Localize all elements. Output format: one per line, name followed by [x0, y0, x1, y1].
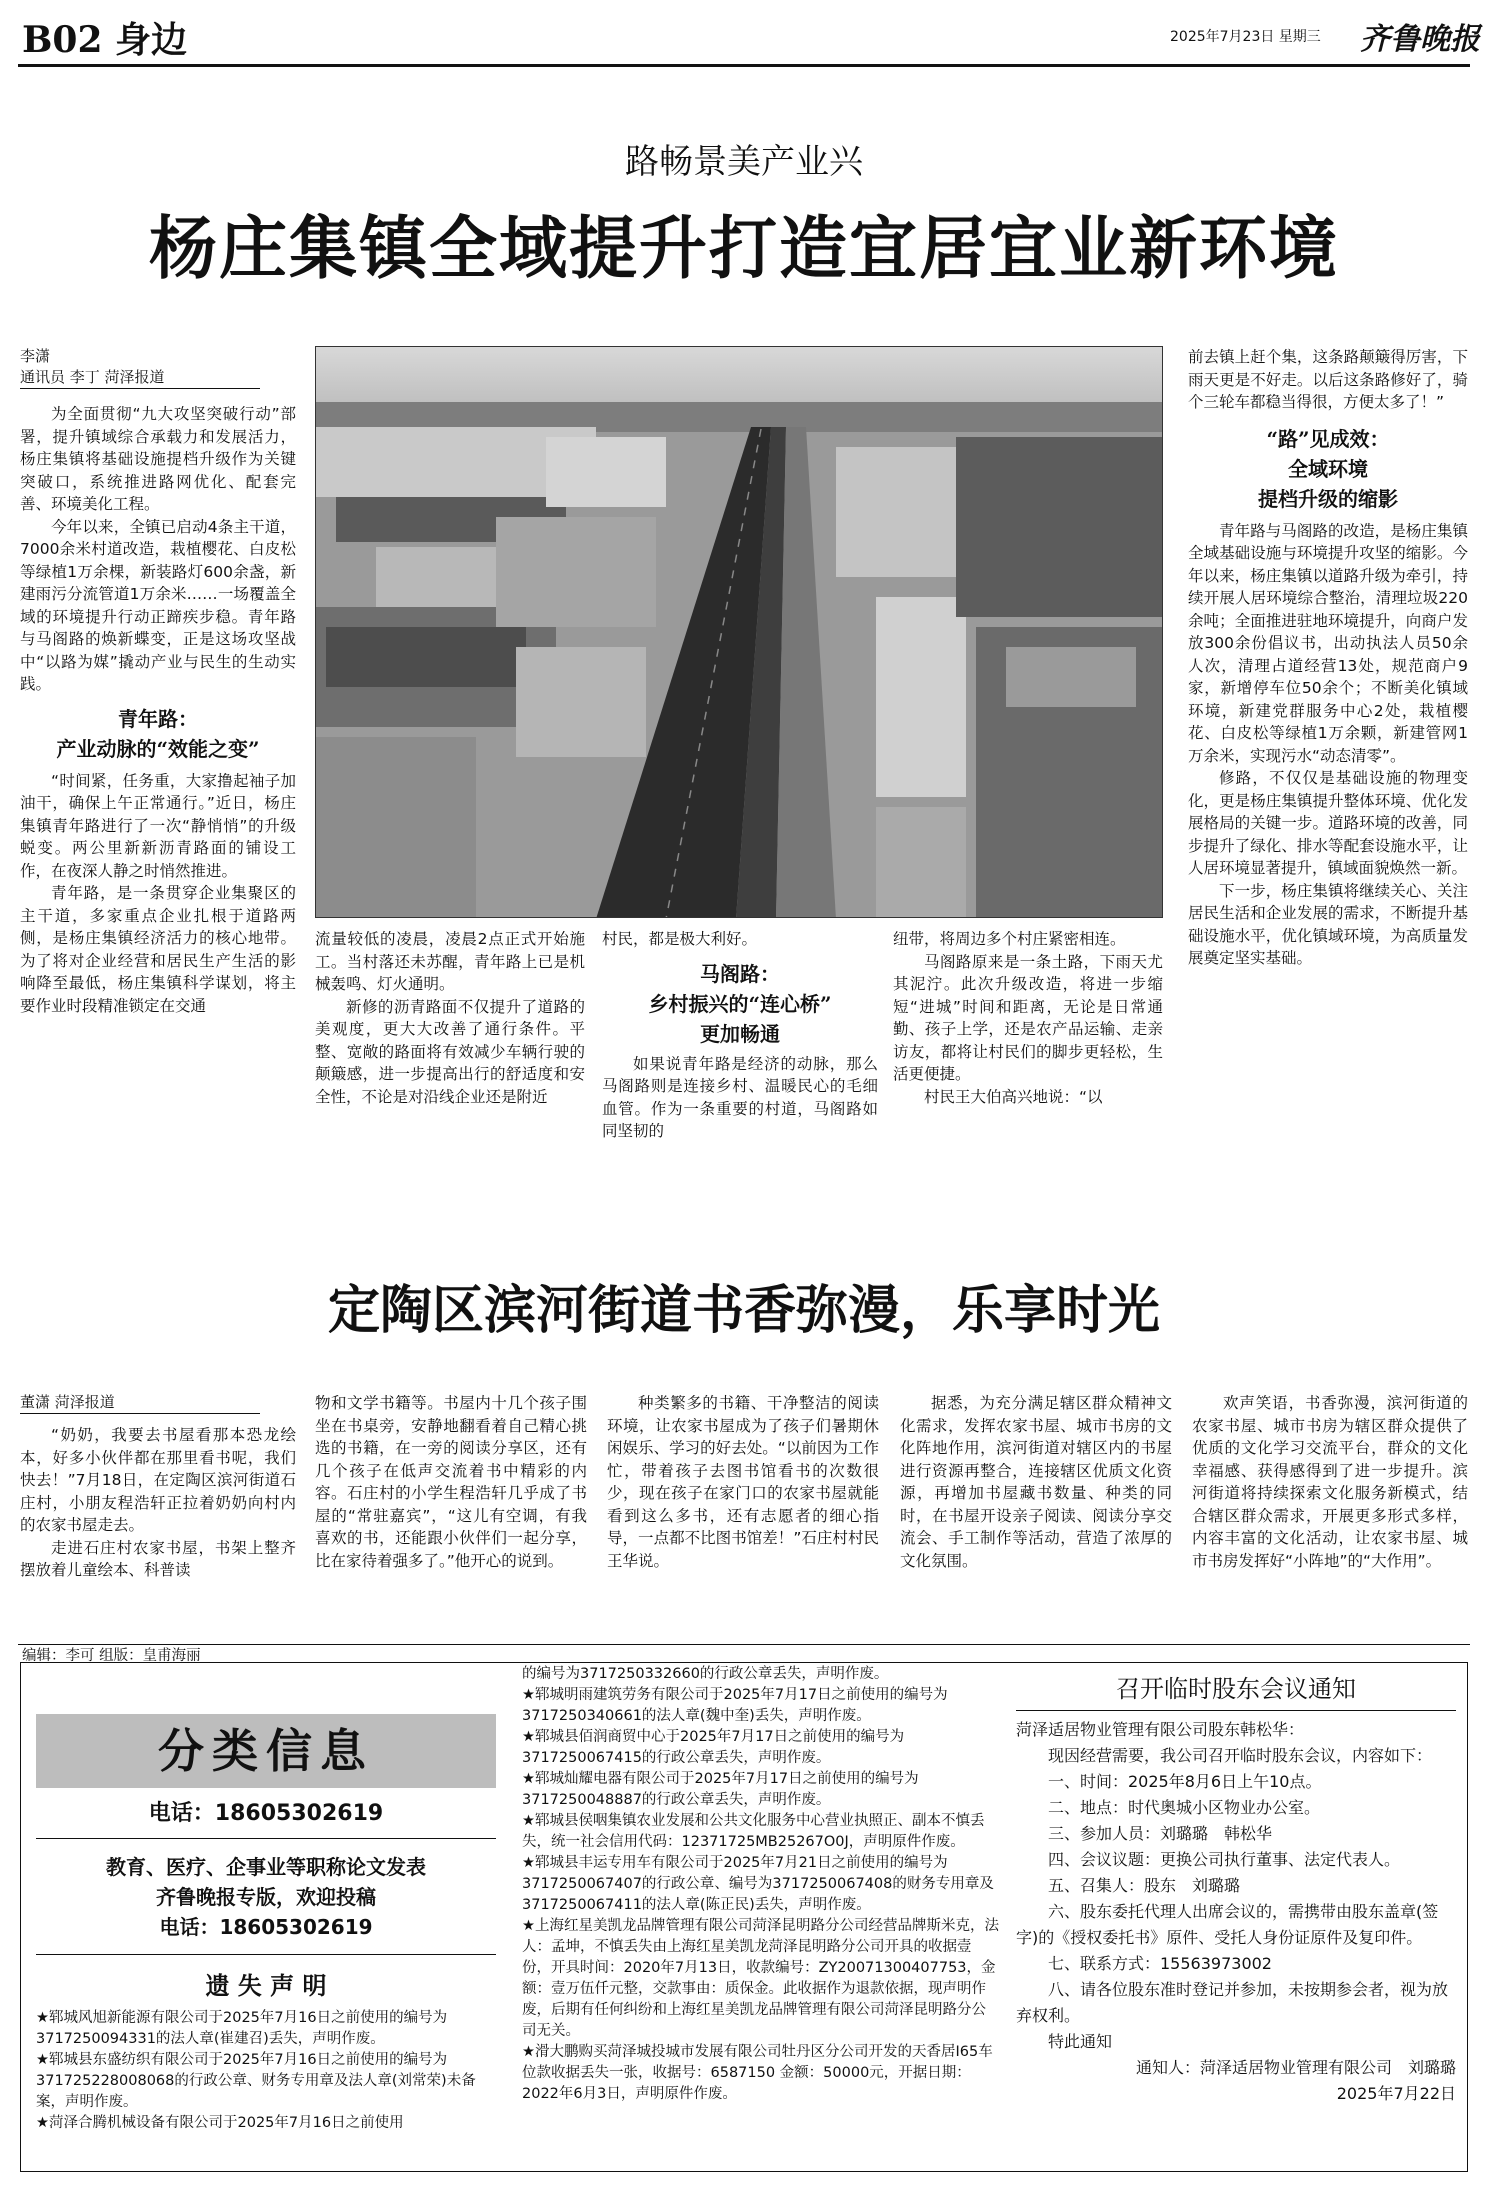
- paragraph: 下一步，杨庄集镇将继续关心、关注居民生活和企业发展的需求，不断提升基础设施水平，优化镇域环境，为高质量发展奠定坚实基础。: [1188, 881, 1468, 967]
- editor-credit: 编辑：李可 组版：皇甫海丽: [22, 1648, 201, 1664]
- lost-notice: ★郓城县丰运专用车有限公司于2025年7月21日之前使用的编号为3717250067407的行政公章、编号为3717250067408的财务专用章及3717250067411的法人章(陈正民)丢失，声明作废。: [522, 1855, 994, 1913]
- notice-item: 四、会议议题：更换公司执行董事、法定代表人。: [1048, 1850, 1401, 1869]
- subheading: 更加畅通: [700, 1021, 780, 1046]
- divider: [36, 1838, 496, 1839]
- article2-column-3: [607, 1392, 879, 1572]
- header-rule: [18, 64, 1470, 67]
- lost-notice: ★上海红星美凯龙品牌管理有限公司菏泽昆明路分公司经营品牌斯米克，法人：孟坤，不慎丢失由上海红星美凯龙菏泽昆明路分公司开具的收据壹份，开具时间：2020年7月13日，收款编号：ZY20071300407753，金额：壹万伍仟元整，交款事由：质保金。此收据作为退款依据，现声明作废，后期有任何纠纷和上海红星美凯龙品牌管理有限公司菏泽昆明路分公司无关。: [522, 1918, 999, 2039]
- lost-notice: ★郓城县侯咽集镇农业发展和公共文化服务中心营业执照正、副本不慎丢失，统一社会信用代码：12371725MB25267O0J，声明原件作废。: [522, 1813, 985, 1850]
- paragraph: 青年路与马阁路的改造，是杨庄集镇全域基础设施与环境提升攻坚的缩影。今年以来，杨庄集镇以道路升级为牵引，持续开展人居环境综合整治，清理垃圾220余吨；全面推进驻地环境提升，向商户发放300余份倡议书，出动执法人员50余人次，清理占道经营13处，规范商户9家，新增停车位50余个；不断美化镇域环境，新建党群服务中心2处，栽植樱花、白皮松等绿植1万余颗，新建管网1万余米，实现污水“动态清零”。: [1188, 521, 1468, 765]
- paragraph: 马阁路原来是一条土路，下雨天尤其泥泞。此次升级改造，将进一步缩短“进城”时间和距离，无论是日常通勤、孩子上学，还是农产品运输、走亲访友，都将让村民们的脚步更轻松，生活更便捷。: [893, 952, 1163, 1083]
- subheading: 产业动脉的“效能之变”: [56, 736, 260, 761]
- editor-rule: [18, 1644, 1470, 1645]
- subheading: 青年路：: [118, 706, 198, 731]
- paragraph: 物和文学书籍等。书屋内十几个孩子围坐在书桌旁，安静地翻看着自己精心挑选的书籍，在一旁的阅读分享区，还有几个孩子在低声交流着书中精彩的内容。石庄村的小学生程浩轩几乎成了书屋的“常驻嘉宾”，“这儿有空调，有我喜欢的书，还能跟小伙伴们一起分享，比在家待着强多了。”他开心的说到。: [315, 1394, 587, 1570]
- lost-notice: ★郓城明雨建筑劳务有限公司于2025年7月17日之前使用的编号为3717250340661的法人章(魏中奎)丢失，声明作废。: [522, 1687, 948, 1724]
- notice-signature: 通知人：菏泽适居物业管理有限公司 刘璐璐: [1135, 2058, 1456, 2077]
- notice-item: 七、联系方式：15563973002: [1048, 1954, 1272, 1973]
- lost-notice: ★郓城风旭新能源有限公司于2025年7月16日之前使用的编号为3717250094331的法人章(崔建召)丢失，声明作废。: [36, 2010, 448, 2047]
- paragraph: 据悉，为充分满足辖区群众精神文化需求，发挥农家书屋、城市书房的文化阵地作用，滨河街道对辖区内的书屋进行资源再整合，连接辖区优质文化资源，再增加书屋藏书数量、种类的同时，在书屋开设亲子阅读、阅读分享交流会、手工制作等活动，营造了浓厚的文化氛围。: [900, 1394, 1172, 1570]
- notice-recipient: 菏泽适居物业管理有限公司股东韩松华：: [1016, 1720, 1305, 1739]
- paragraph: 欢声笑语，书香弥漫，滨河街道的农家书屋、城市书房为辖区群众提供了优质的文化学习交流平台，群众的文化幸福感、获得感得到了进一步提升。滨河街道将持续探索文化服务新模式，结合辖区群众需求，开展更多形式多样，内容丰富的文化活动，让农家书屋、城市书房发挥好“小阵地”的“大作用”。: [1192, 1394, 1468, 1570]
- promo-line: 齐鲁晚报专版，欢迎投稿: [156, 1885, 376, 1909]
- paragraph: 修路，不仅仅是基础设施的物理变化，更是杨庄集镇提升整体环境、优化发展格局的关键一步。道路环境的改善，同步提升了绿化、排水等配套设施水平，让人居环境显著提升，镇域面貌焕然一新。: [1188, 769, 1468, 877]
- aerial-road-photo: [315, 346, 1163, 918]
- paragraph: “奶奶，我要去书屋看那本恐龙绘本，好多小伙伴都在那里看书呢，我们快去！”7月18日，在定陶区滨河街道石庄村，小朋友程浩轩正拉着奶奶向村内的农家书屋走去。: [20, 1426, 296, 1534]
- lost-notice: ★郓城县佰润商贸中心于2025年7月17日之前使用的编号为3717250067415的行政公章丢失，声明作废。: [522, 1729, 905, 1766]
- subheading: 马阁路：: [700, 961, 780, 986]
- lost-notice: ★郓城灿耀电器有限公司于2025年7月17日之前使用的编号为3717250048887的行政公章丢失，声明作废。: [522, 1771, 919, 1808]
- article2-column-4: [900, 1392, 1172, 1572]
- article1-subtitle: 路畅景美产业兴: [625, 142, 863, 182]
- paragraph: 前去镇上赶个集，这条路颠簸得厉害，下雨天更是不好走。以后这条路修好了，骑个三轮车都稳当得很，方便太多了！”: [1188, 348, 1468, 411]
- newspaper-logo: 齐鲁晚报: [1360, 22, 1480, 57]
- subheading: 全域环境: [1288, 456, 1368, 481]
- article1-column-5: [1188, 346, 1468, 970]
- subheading: 提档升级的缩影: [1258, 486, 1398, 511]
- notice-intro: 现因经营需要，我公司召开临时股东会议，内容如下：: [1048, 1746, 1433, 1765]
- article2-title: 定陶区滨河街道书香弥漫，乐享时光: [327, 1280, 1160, 1341]
- lost-notice: ★菏泽合腾机械设备有限公司于2025年7月16日之前使用: [36, 2115, 404, 2131]
- paragraph: 村民，都是极大利好。: [602, 930, 758, 948]
- paragraph: 青年路，是一条贯穿企业集聚区的主干道，多家重点企业扎根于道路两侧，是杨庄集镇经济活力的核心地带。为了将对企业经营和居民生产生活的影响降至最低，杨庄集镇科学谋划，将主要作业时段精准锁定在交通: [20, 884, 296, 1015]
- lost-notice: ★滑大鹏购买菏泽城投城市发展有限公司牡丹区分公司开发的天香居I65车位款收据丢失一张，收据号：6587150 金额：50000元，开据日期：2022年6月3日，声明原件作废。: [522, 2044, 993, 2102]
- notice-date: 2025年7月22日: [1336, 2084, 1456, 2103]
- lost-notice: 的编号为3717250332660的行政公章丢失，声明作废。: [522, 1666, 889, 1682]
- article1-column-4: [893, 928, 1163, 1108]
- article2-byline: 董潇 菏泽报道: [20, 1392, 260, 1414]
- lost-list-middle: [522, 1664, 1000, 2105]
- paragraph: 流量较低的凌晨，凌晨2点正式开始施工。当村落还未苏醒，青年路上已是机械轰鸣、灯火通明。: [315, 930, 585, 993]
- article1-byline-author: 李潇: [20, 347, 51, 365]
- paragraph: 今年以来，全镇已启动4条主干道，7000余米村道改造，栽植樱花、白皮松等绿植1万余棵，新装路灯600余盏，新建雨污分流管道1万余米……一场覆盖全域的环境提升行动正蹄疾步稳。青年路与马阁路的焕新蝶变，正是这场攻坚战中“以路为媒”撬动产业与民生的生动实践。: [20, 517, 296, 693]
- divider: [1016, 1710, 1456, 1711]
- subheading: “路”见成效：: [1266, 426, 1390, 451]
- notice-item: 二、地点：时代奥城小区物业办公室。: [1048, 1798, 1321, 1817]
- classified-title: 分类信息: [36, 1714, 496, 1788]
- paragraph: 为全面贯彻“九大攻坚突破行动”部署，提升镇域综合承载力和发展活力，杨庄集镇将基础设施提档升级作为关键突破口，系统推进路网优化、配套完善、环境美化工程。: [20, 405, 296, 513]
- lost-list-left: [36, 2008, 496, 2134]
- section-label: B02 身边: [22, 19, 188, 61]
- issue-date: 2025年7月23日 星期三: [1170, 29, 1321, 45]
- paragraph: 走进石庄村农家书屋，书架上整齐摆放着儿童绘本、科普读: [20, 1538, 296, 1579]
- article2-column-5: [1192, 1392, 1468, 1572]
- article2-column-1: [20, 1392, 296, 1582]
- paragraph: 种类繁多的书籍、干净整洁的阅读环境，让农家书屋成为了孩子们暑期休闲娱乐、学习的好去处。“以前因为工作忙，带着孩子去图书馆看书的次数很少，现在孩子在家门口的农家书屋就能看到这么多书，还有志愿者的细心指导，一点都不比图书馆差！”石庄村村民王华说。: [607, 1394, 879, 1570]
- promo-line: 教育、医疗、企事业等职称论文发表: [106, 1855, 426, 1879]
- article1-title: 杨庄集镇全域提升打造宜居宜业新环境: [148, 209, 1339, 289]
- lost-title: 遗 失 声 明: [205, 1971, 327, 2000]
- subheading: 乡村振兴的“连心桥”: [648, 991, 832, 1016]
- article1-column-3: [602, 928, 878, 1143]
- classified-promo: [36, 1852, 496, 1942]
- shareholder-notice: [1016, 1672, 1456, 2107]
- notice-title: 召开临时股东会议通知: [1116, 1675, 1356, 1703]
- notice-item: 一、时间：2025年8月6日上午10点。: [1048, 1772, 1322, 1791]
- notice-item: 三、参加人员：刘璐璐 韩松华: [1048, 1824, 1273, 1843]
- promo-phone: 电话：18605302619: [159, 1915, 373, 1939]
- article2-column-2: [315, 1392, 587, 1572]
- paragraph: 村民王大伯高兴地说：“以: [924, 1087, 1103, 1106]
- divider: [36, 1954, 496, 1955]
- notice-item: 五、召集人：股东 刘璐璐: [1048, 1876, 1241, 1895]
- paragraph: 新修的沥青路面不仅提升了道路的美观度，更大大改善了通行条件。平整、宽敞的路面将有效减少车辆行驶的颠簸感，进一步提高出行的舒适度和安全性，不论是对沿线企业还是附近: [315, 997, 585, 1106]
- classified-phone: 电话：18605302619: [148, 1801, 384, 1826]
- notice-item: 六、股东委托代理人出席会议的，需携带由股东盖章(签字)的《授权委托书》原件、受托人身份证原件及复印件。: [1016, 1902, 1439, 1947]
- paragraph: 如果说青年路是经济的动脉，那么马阁路则是连接乡村、温暖民心的毛细血管。作为一条重要的村道，马阁路如同坚韧的: [602, 1054, 878, 1140]
- lost-notice: ★郓城县东盛纺织有限公司于2025年7月16日之前使用的编号为37172522800806​8的行政公章、财务专用章及法人章(刘常荣)未备案，声明作废。: [36, 2052, 476, 2110]
- article1-byline-reporter: 通讯员 李丁 菏泽报道: [20, 367, 260, 389]
- article1-column-2: [315, 928, 585, 1108]
- paragraph: “时间紧，任务重，大家撸起袖子加油干，确保上午正常通行。”近日，杨庄集镇青年路进行了一次“静悄悄”的升级蜕变。两公里新新沥青路面的铺设工作，在夜深人静之时悄然推进。: [20, 771, 296, 880]
- notice-closing: 特此通知: [1048, 2032, 1113, 2051]
- paragraph: 纽带，将周边多个村庄紧密相连。: [893, 930, 1126, 948]
- article1-column-1: [20, 346, 296, 1017]
- notice-item: 八、请各位股东准时登记并参加，未按期参会者，视为放弃权利。: [1016, 1980, 1449, 2025]
